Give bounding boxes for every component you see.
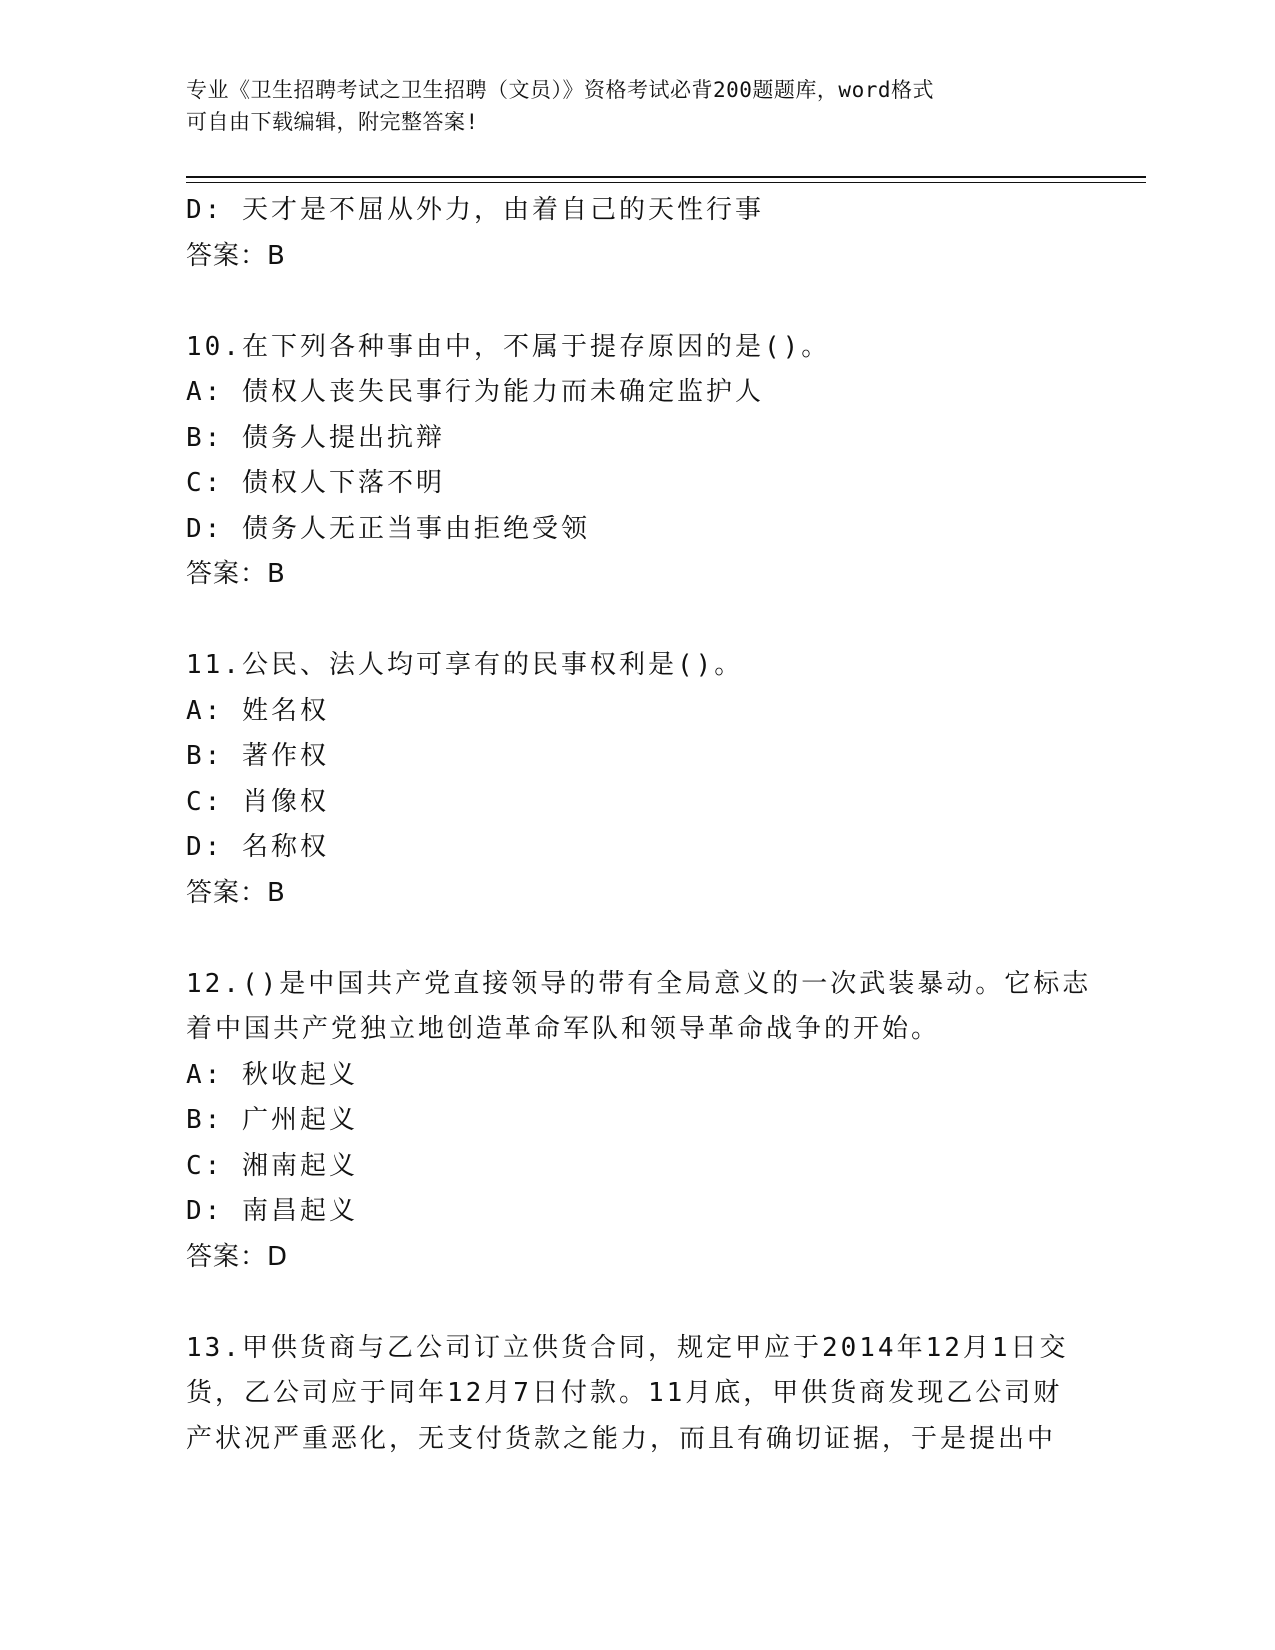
option-b: B: 债务人提出抗辩 — [186, 422, 445, 453]
question-text-line-2: 货，乙公司应于同年12月7日付款。11月底，甲供货商发现乙公司财 — [186, 1378, 1063, 1408]
question-text-line-2: 着中国共产党独立地创造革命军队和领导革命战争的开始。 — [186, 1014, 941, 1044]
spacer — [186, 916, 1086, 962]
answer-text: 答案：D — [186, 1241, 289, 1272]
header-title-line-1: 专业《卫生招聘考试之卫生招聘（文员）》资格考试必背200题题库，word格式 — [186, 78, 934, 102]
option-d: D: 债务人无正当事由拒绝受领 — [186, 513, 590, 544]
option-b: B: 著作权 — [186, 741, 329, 771]
question-text-line-1: 13.甲供货商与乙公司订立供货合同，规定甲应于2014年12月1日交 — [186, 1332, 1069, 1363]
option-b: B: 广州起义 — [186, 1105, 358, 1135]
option-d: D: 南昌起义 — [186, 1196, 358, 1226]
answer-text: 答案：B — [186, 877, 286, 908]
question-block-10 — [186, 325, 1086, 598]
question-text: 10.在下列各种事由中，不属于提存原因的是()。 — [186, 331, 831, 362]
option-c: C: 肖像权 — [186, 786, 329, 817]
option-a: A: 姓名权 — [186, 695, 329, 726]
option-a: A: 秋收起义 — [186, 1059, 358, 1090]
question-text-line-1: 12.()是中国共产党直接领导的带有全局意义的一次武装暴动。它标志 — [186, 968, 1092, 999]
option-d: D: 名称权 — [186, 832, 329, 862]
question-block-13 — [186, 1326, 1086, 1463]
header-title-line-2: 可自由下载编辑，附完整答案! — [186, 110, 479, 134]
option-c: C: 湘南起义 — [186, 1150, 358, 1181]
document-header — [186, 74, 1066, 138]
spacer — [186, 1280, 1086, 1326]
question-block-prev — [186, 188, 1086, 279]
option-a: A: 债权人丧失民事行为能力而未确定监护人 — [186, 377, 764, 407]
answer-text: 答案：B — [186, 559, 286, 589]
question-block-12 — [186, 962, 1092, 1281]
spacer — [186, 598, 1086, 644]
answer-text: 答案：B — [186, 240, 286, 271]
header-divider-thin — [186, 182, 1146, 183]
spacer — [186, 279, 1086, 325]
question-text: 11.公民、法人均可享有的民事权利是()。 — [186, 650, 744, 680]
header-divider-thick — [186, 176, 1146, 178]
question-block-11 — [186, 643, 1086, 916]
option-d: D: 天才是不屈从外力，由着自己的天性行事 — [186, 195, 764, 225]
question-list — [186, 188, 1092, 1462]
question-text-line-3: 产状况严重恶化，无支付货款之能力，而且有确切证据，于是提出中 — [186, 1423, 1057, 1454]
option-c: C: 债权人下落不明 — [186, 468, 445, 498]
